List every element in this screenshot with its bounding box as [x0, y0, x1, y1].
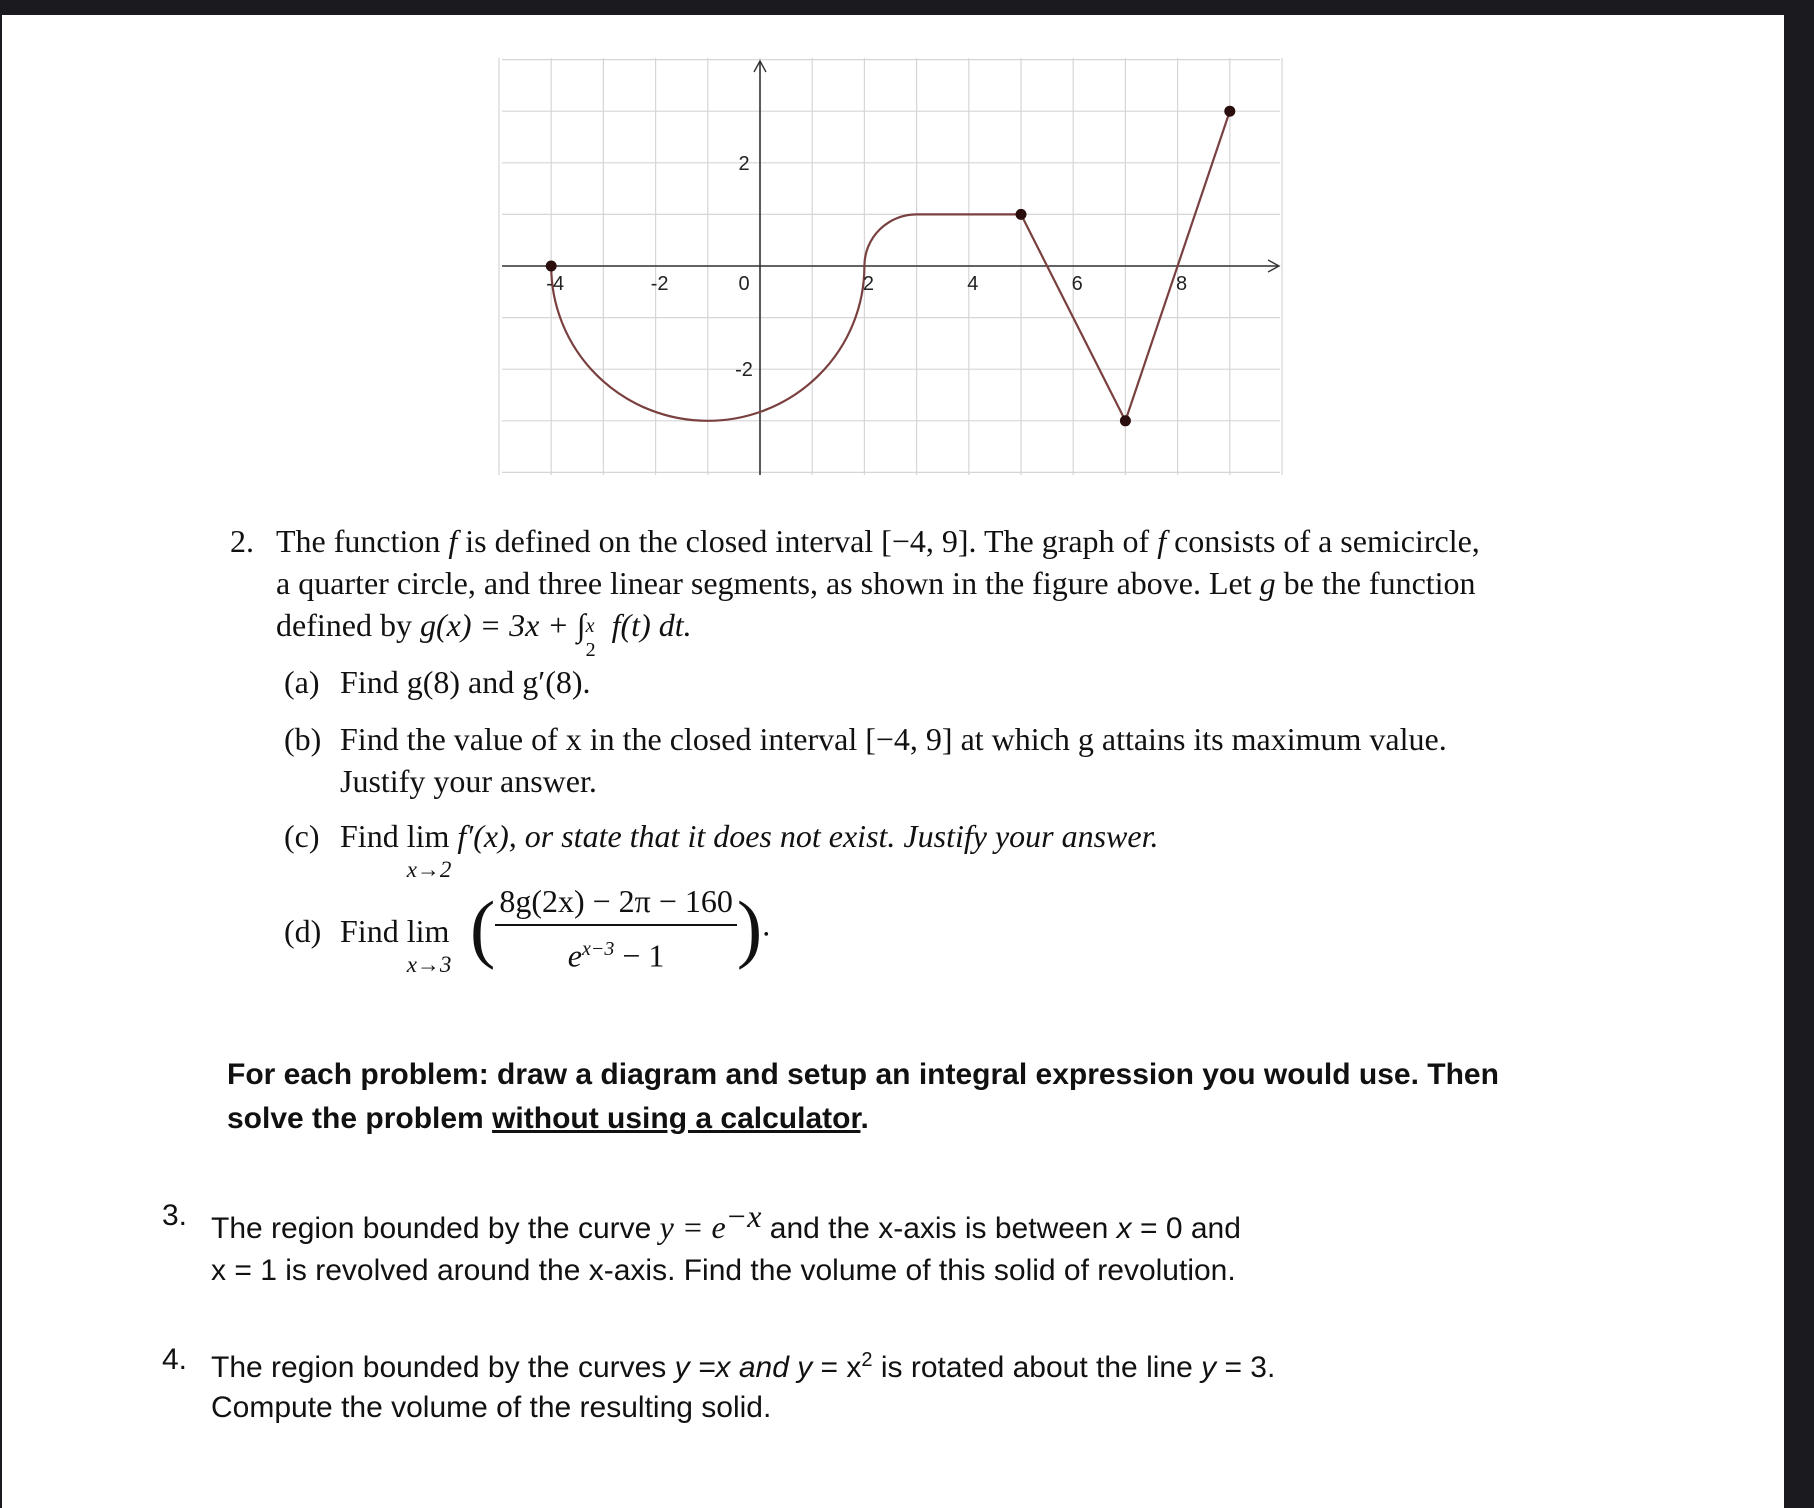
- graph-tick-labels: [546, 153, 1187, 381]
- problem-4: 4. The region bounded by the curves y =x and $y = x^2$ is rotated about the line y = 3. Compute the volume of the resulting solid.: [162, 1343, 1276, 1424]
- problem-2-line-2: a quarter circle, and three linear segments, as shown in the figure above. Let g be the function: [276, 565, 1476, 601]
- problem-3: 3. The region bounded by the curve $y = e^{-x}$ and the x-axis is between x = 0 and x = 1 is revolved around the x-axis. Find the volume of this solid of revolution.: [162, 1198, 1241, 1287]
- problem-2-line-1: The function f is defined on the closed interval [−4, 9]. The graph of f consists of a semicircle,: [276, 523, 1480, 559]
- quarter-circle-segment: [864, 214, 916, 266]
- x-tick-label: 8: [1176, 273, 1188, 295]
- y-tick-label: 2: [738, 152, 750, 175]
- graph-point: [1120, 415, 1131, 426]
- function-graph: [0, 0, 1814, 500]
- instructions: For each problem: draw a diagram and setup an integral expression you would use. Then solve the problem without using a calculator.: [227, 1058, 1499, 1135]
- graph-point: [546, 261, 557, 272]
- graph-point: [1016, 209, 1027, 220]
- graph-point: [1224, 106, 1235, 117]
- y-tick-label: -2: [735, 359, 753, 382]
- problem-2d-expression: ( $\frac{8g(2x) - 2\pi - 160}{e^{x-3} - 1}$ ).: [470, 880, 770, 977]
- problem-2-number: 2.: [230, 523, 254, 559]
- x-tick-label: 4: [967, 273, 979, 295]
- problem-2-statement: [276, 520, 1596, 661]
- x-tick-label: -4: [546, 273, 565, 295]
- x-tick-label: -2: [650, 273, 669, 295]
- x-tick-label: 6: [1071, 273, 1083, 295]
- graph-axes: [502, 61, 1279, 475]
- x-tick-label: 0: [738, 273, 750, 295]
- x-tick-label: 2: [862, 273, 874, 295]
- problem-2-line-3: defined by g(x) = 3x + ∫ x 2 f(t) dt.: [276, 607, 692, 661]
